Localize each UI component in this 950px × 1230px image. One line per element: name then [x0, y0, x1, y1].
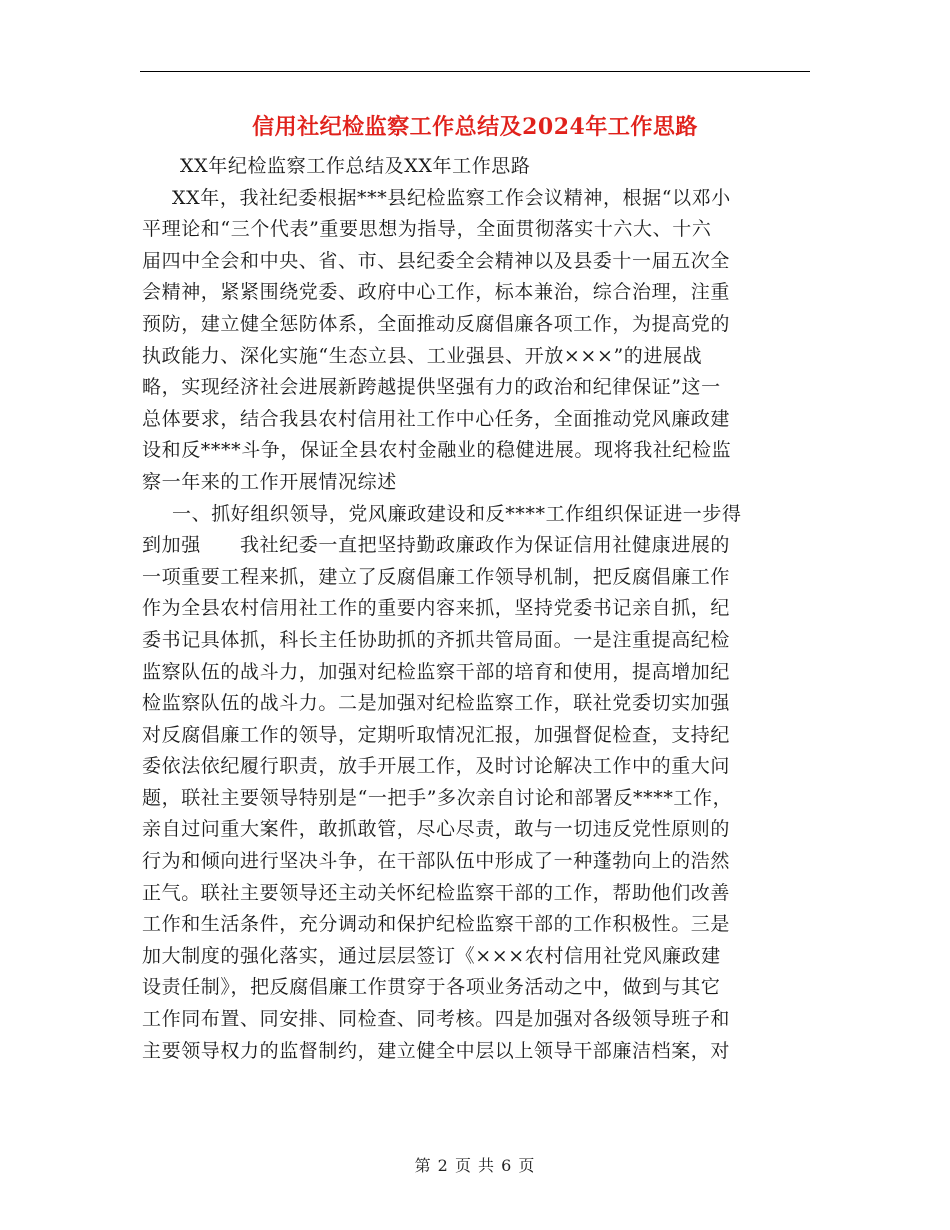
paragraph-line: 主要领导权力的监督制约，建立健全中层以上领导干部廉洁档案，对	[142, 1039, 731, 1062]
paragraph-line: 设和反****斗争，保证全县农村金融业的稳健进展。现将我社纪检监	[142, 439, 732, 462]
paragraph-line: 工作同布置、同安排、同检查、同考核。四是加强对各级领导班子和	[142, 1008, 731, 1031]
paragraph-line: 亲自过问重大案件，敢抓敢管，尽心尽责，敢与一切违反党性原则的	[142, 818, 731, 841]
paragraph-line: XX年，我社纪委根据***县纪检监察工作会议精神，根据“以邓小	[172, 186, 731, 209]
paragraph-line: 预防，建立健全惩防体系，全面推动反腐倡廉各项工作，为提高党的	[142, 312, 731, 335]
paragraph-line: 题，联社主要领导特别是“一把手”多次亲自讨论和部署反****工作，	[142, 786, 733, 809]
subtitle-line: XX年纪检监察工作总结及XX年工作思路	[180, 155, 531, 177]
paragraph-line: 加大制度的强化落实，通过层层签订《×××农村信用社党风廉政建	[142, 944, 721, 967]
paragraph-line: 行为和倾向进行坚决斗争，在干部队伍中形成了一种蓬勃向上的浩然	[142, 850, 731, 873]
paragraph-line: 会精神，紧紧围绕党委、政府中心工作，标本兼治，综合治理，注重	[142, 281, 731, 304]
paragraph-line: 委依法依纪履行职责，放手开展工作，及时讨论解决工作中的重大问	[142, 755, 731, 778]
paragraph-line: 执政能力、深化实施“生态立县、工业强县、开放×××”的进展战	[142, 344, 703, 367]
paragraph-line: 届四中全会和中央、省、市、县纪委全会精神以及县委十一届五次全	[142, 249, 731, 272]
paragraph-line: 对反腐倡廉工作的领导，定期听取情况汇报，加强督促检查，支持纪	[142, 723, 731, 746]
paragraph-line: 设责任制》，把反腐倡廉工作贯穿于各项业务活动之中，做到与其它	[142, 976, 721, 999]
section-heading-line: 一、抓好组织领导，党风廉政建设和反****工作组织保证进一步得	[172, 502, 742, 525]
page-number-footer: 第 2 页 共 6 页	[414, 1156, 536, 1175]
document-body	[142, 151, 804, 1067]
paragraph-line: 监察队伍的战斗力，加强对纪检监察干部的培育和使用，提高增加纪	[142, 660, 731, 683]
paragraph-line: 总体要求，结合我县农村信用社工作中心任务，全面推动党风廉政建	[142, 407, 731, 430]
paragraph-line: 到加强 我社纪委一直把坚持勤政廉政作为保证信用社健康进展的	[142, 534, 731, 557]
paragraph-line: 一项重要工程来抓，建立了反腐倡廉工作领导机制，把反腐倡廉工作	[142, 565, 731, 588]
paragraph-line: 正气。联社主要领导还主动关怀纪检监察干部的工作，帮助他们改善	[142, 881, 731, 904]
paragraph-line: 委书记具体抓，科长主任协助抓的齐抓共管局面。一是注重提高纪检	[142, 628, 731, 651]
header-rule	[140, 71, 810, 72]
paragraph-line: 检监察队伍的战斗力。二是加强对纪检监察工作，联社党委切实加强	[142, 692, 731, 715]
paragraph-line: 察一年来的工作开展情况综述	[142, 470, 397, 493]
paragraph-line: 平理论和“三个代表”重要思想为指导，全面贯彻落实十六大、十六	[142, 218, 712, 241]
paragraph-line: 略，实现经济社会进展新跨越提供坚强有力的政治和纪律保证”这一	[142, 376, 721, 399]
document-title: 信用社纪检监察工作总结及2024年工作思路	[252, 114, 698, 140]
paragraph-line: 作为全县农村信用社工作的重要内容来抓，坚持党委书记亲自抓，纪	[142, 597, 731, 620]
paragraph-line: 工作和生活条件，充分调动和保护纪检监察干部的工作积极性。三是	[142, 913, 731, 936]
